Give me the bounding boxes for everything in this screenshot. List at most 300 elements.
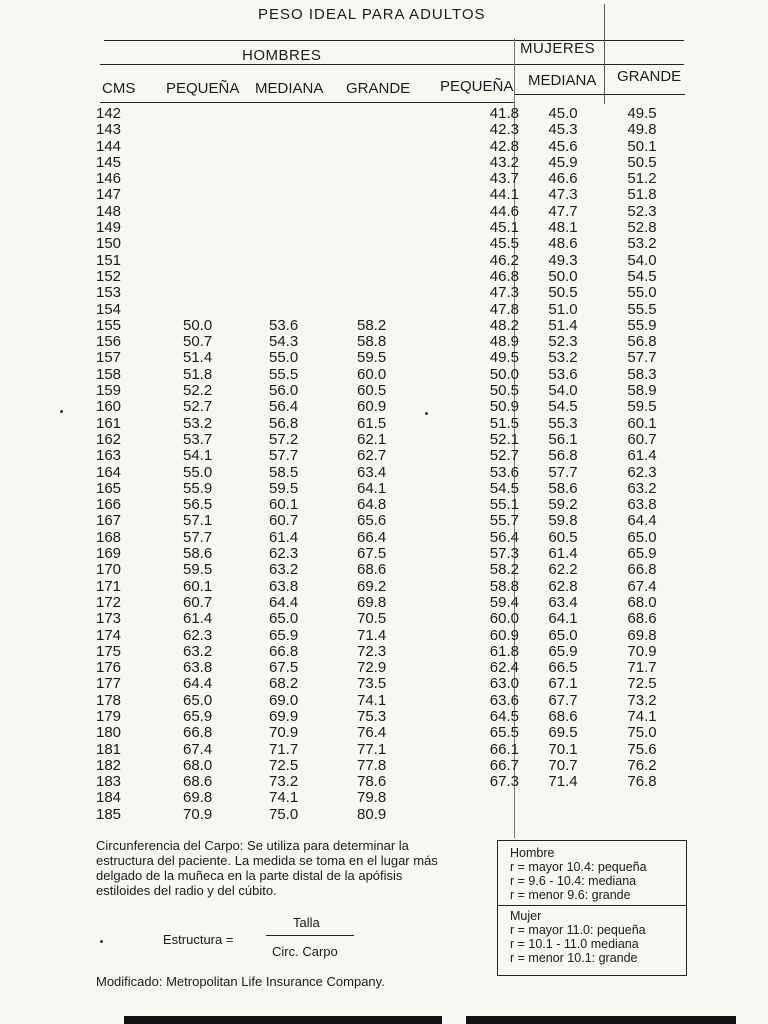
women-medium-cell: 60.5	[548, 528, 578, 546]
men-medium-cell: 55.0	[269, 349, 299, 367]
men-large-cell	[357, 106, 445, 122]
men-small-cell	[183, 122, 269, 138]
table-row	[96, 595, 677, 611]
women-medium-cell: 51.0	[548, 300, 578, 318]
men-large-cell: 72.9	[357, 659, 387, 677]
men-medium-cell: 57.2	[269, 430, 299, 448]
legend-women-title: Mujer	[510, 909, 542, 923]
scan-speck	[100, 940, 103, 943]
women-medium-cell: 50.5	[548, 284, 578, 302]
women-medium-cell: 71.4	[548, 773, 578, 791]
women-large-cell: 67.4	[627, 577, 657, 595]
women-medium-cell: 55.3	[548, 414, 578, 432]
men-large-cell: 62.1	[357, 430, 387, 448]
height-cell: 172	[96, 593, 122, 611]
women-medium-cell: 62.2	[548, 561, 578, 579]
men-small-cell: 50.7	[183, 333, 213, 351]
men-large-cell: 60.5	[357, 382, 387, 400]
women-medium-cell: 59.2	[548, 496, 578, 514]
legend-women-rule: r = 10.1 - 11.0 mediana	[510, 937, 639, 951]
table-row	[96, 790, 677, 806]
table-row	[96, 383, 677, 399]
table-row	[96, 204, 677, 220]
women-small-cell: 46.8	[489, 267, 519, 285]
height-cell: 176	[96, 659, 122, 677]
men-medium-cell: 67.5	[269, 659, 299, 677]
men-small-cell	[183, 220, 269, 236]
table-row	[96, 106, 677, 122]
women-small-cell	[445, 790, 519, 806]
table-row	[96, 122, 677, 138]
women-large-cell: 54.5	[627, 267, 657, 285]
height-cell: 164	[96, 463, 122, 481]
men-large-cell	[357, 187, 445, 203]
men-small-cell: 52.7	[183, 398, 213, 416]
men-large-cell	[357, 236, 445, 252]
height-cell: 168	[96, 528, 122, 546]
men-medium-cell: 70.9	[269, 724, 299, 742]
men-medium-cell: 72.5	[269, 756, 299, 774]
women-small-cell: 50.0	[489, 365, 519, 383]
women-large-cell: 51.2	[627, 170, 657, 188]
men-medium-cell	[269, 253, 357, 269]
men-medium-cell	[269, 139, 357, 155]
table-row	[96, 611, 677, 627]
height-cell: 173	[96, 610, 122, 628]
women-small-cell: 60.0	[489, 610, 519, 628]
height-cell: 174	[96, 626, 122, 644]
women-small-cell: 52.1	[489, 430, 519, 448]
table-row	[96, 302, 677, 318]
women-large-cell: 65.0	[627, 528, 657, 546]
women-small-cell: 44.1	[489, 186, 519, 204]
men-small-cell: 60.1	[183, 577, 213, 595]
women-medium-cell: 47.3	[548, 186, 578, 204]
table-row	[96, 579, 677, 595]
women-medium-cell: 48.1	[548, 219, 578, 237]
women-large-cell: 55.0	[627, 284, 657, 302]
women-small-cell: 42.3	[489, 121, 519, 139]
men-large-cell	[357, 204, 445, 220]
men-large-cell: 79.8	[357, 789, 387, 807]
height-cell: 161	[96, 414, 122, 432]
height-cell: 150	[96, 235, 122, 253]
women-large-cell: 76.2	[627, 756, 657, 774]
women-large-cell: 60.1	[627, 414, 657, 432]
table-row	[96, 709, 677, 725]
women-small-cell: 61.8	[489, 642, 519, 660]
women-medium-cell: 70.1	[548, 740, 578, 758]
height-cell: 144	[96, 137, 122, 155]
women-medium-cell	[519, 807, 607, 823]
table-row	[96, 416, 677, 432]
women-medium-cell: 70.7	[548, 756, 578, 774]
men-medium-cell: 55.5	[269, 365, 299, 383]
height-cell: 179	[96, 707, 122, 725]
table-row	[96, 644, 677, 660]
men-medium-cell: 69.0	[269, 691, 299, 709]
title-rule	[104, 40, 684, 41]
men-large-cell: 59.5	[357, 349, 387, 367]
height-cell: 156	[96, 333, 122, 351]
women-medium-cell: 59.8	[548, 512, 578, 530]
women-small-cell: 64.5	[489, 707, 519, 725]
men-large-cell: 69.2	[357, 577, 387, 595]
height-cell: 167	[96, 512, 122, 530]
women-large-cell: 72.5	[627, 675, 657, 693]
men-large-cell: 73.5	[357, 675, 387, 693]
women-small-cell: 57.3	[489, 545, 519, 563]
height-cell: 180	[96, 724, 122, 742]
carpal-note: Circunferencia del Carpo: Se utiliza para determinar la estructura del paciente. La medida se toma en el lugar más delgado de la muñeca en la parte distal de la apófisis estiloides del radio y del cúbito.	[96, 838, 438, 898]
table-row	[96, 139, 677, 155]
men-small-cell	[183, 171, 269, 187]
women-small-cell: 47.3	[489, 284, 519, 302]
men-medium-cell: 75.0	[269, 805, 299, 823]
scan-edge-right	[466, 1016, 736, 1024]
men-small-cell: 64.4	[183, 675, 213, 693]
men-small-cell: 51.4	[183, 349, 213, 367]
men-large-cell: 58.2	[357, 316, 387, 334]
women-small-cell: 58.8	[489, 577, 519, 595]
women-large-cell: 70.9	[627, 642, 657, 660]
height-cell: 177	[96, 675, 122, 693]
men-small-cell: 63.2	[183, 642, 213, 660]
height-cell: 142	[96, 105, 122, 122]
men-small-cell: 50.0	[183, 316, 213, 334]
men-large-cell: 74.1	[357, 691, 387, 709]
col-head-women-small: PEQUEÑA	[440, 78, 514, 95]
structure-legend	[497, 840, 687, 976]
table-row	[96, 155, 677, 171]
men-medium-cell: 60.7	[269, 512, 299, 530]
table-row	[96, 285, 677, 301]
women-large-cell: 75.0	[627, 724, 657, 742]
men-large-cell: 65.6	[357, 512, 387, 530]
table-row	[96, 628, 677, 644]
formula-denominator: Circ. Carpo	[272, 944, 338, 959]
men-medium-cell	[269, 302, 357, 318]
group-rule	[100, 64, 684, 65]
table-row	[96, 562, 677, 578]
height-cell: 149	[96, 219, 122, 237]
men-large-cell: 75.3	[357, 707, 387, 725]
women-large-cell: 68.0	[627, 593, 657, 611]
table-row	[96, 220, 677, 236]
men-medium-cell	[269, 204, 357, 220]
women-large-cell: 51.8	[627, 186, 657, 204]
table-row	[96, 367, 677, 383]
women-medium-cell: 45.3	[548, 121, 578, 139]
women-medium-cell: 62.8	[548, 577, 578, 595]
height-cell: 146	[96, 170, 122, 188]
men-large-cell: 61.5	[357, 414, 387, 432]
col-head-cms: CMS	[102, 80, 136, 97]
table-row	[96, 269, 677, 285]
legend-men-rule: r = menor 9.6: grande	[510, 888, 631, 902]
women-medium-cell: 45.9	[548, 153, 578, 171]
men-medium-cell: 63.8	[269, 577, 299, 595]
men-medium-cell: 61.4	[269, 528, 299, 546]
women-small-cell: 42.8	[489, 137, 519, 155]
men-large-cell: 67.5	[357, 545, 387, 563]
women-small-cell: 63.6	[489, 691, 519, 709]
legend-men-rule: r = 9.6 - 10.4: mediana	[510, 874, 637, 888]
scan-edge-left	[124, 1016, 442, 1024]
men-medium-cell: 53.6	[269, 316, 299, 334]
header-rule-right	[515, 94, 685, 95]
women-small-cell: 50.9	[489, 398, 519, 416]
height-cell: 181	[96, 740, 122, 758]
men-medium-cell: 71.7	[269, 740, 299, 758]
table-row	[96, 742, 677, 758]
height-cell: 165	[96, 479, 122, 497]
table-row	[96, 546, 677, 562]
women-large-cell: 69.8	[627, 626, 657, 644]
men-medium-cell: 73.2	[269, 773, 299, 791]
men-medium-cell: 58.5	[269, 463, 299, 481]
women-large-cell: 50.1	[627, 137, 657, 155]
col-head-men-medium: MEDIANA	[255, 80, 324, 97]
women-large-cell: 66.8	[627, 561, 657, 579]
men-large-cell: 63.4	[357, 463, 387, 481]
women-large-cell: 57.7	[627, 349, 657, 367]
men-medium-cell: 66.8	[269, 642, 299, 660]
men-small-cell: 54.1	[183, 447, 213, 465]
header-rule-left	[100, 102, 515, 103]
women-medium-cell: 67.7	[548, 691, 578, 709]
women-medium-cell: 53.2	[548, 349, 578, 367]
men-medium-cell	[269, 171, 357, 187]
men-large-cell: 71.4	[357, 626, 387, 644]
height-cell: 183	[96, 773, 122, 791]
table-row	[96, 318, 677, 334]
women-large-cell: 52.3	[627, 202, 657, 220]
height-cell: 151	[96, 251, 122, 269]
women-large-cell: 52.8	[627, 219, 657, 237]
men-small-cell: 60.7	[183, 593, 213, 611]
women-large-cell	[607, 807, 677, 823]
men-medium-cell: 68.2	[269, 675, 299, 693]
men-large-cell	[357, 285, 445, 301]
women-small-cell: 52.7	[489, 447, 519, 465]
women-small-cell: 53.6	[489, 463, 519, 481]
women-medium-cell: 50.0	[548, 267, 578, 285]
scan-speck	[60, 410, 63, 413]
women-small-cell: 66.7	[489, 756, 519, 774]
men-large-cell: 78.6	[357, 773, 387, 791]
men-small-cell: 62.3	[183, 626, 213, 644]
men-large-cell	[357, 302, 445, 318]
women-large-cell: 62.3	[627, 463, 657, 481]
women-medium-cell: 67.1	[548, 675, 578, 693]
women-large-cell: 58.3	[627, 365, 657, 383]
women-large-cell: 49.5	[627, 105, 657, 122]
table-row	[96, 807, 677, 823]
col-head-men-small: PEQUEÑA	[166, 80, 240, 97]
women-large-cell: 75.6	[627, 740, 657, 758]
legend-men-title: Hombre	[510, 846, 555, 860]
men-medium-cell: 56.8	[269, 414, 299, 432]
height-cell: 154	[96, 300, 122, 318]
women-large-cell: 55.9	[627, 316, 657, 334]
women-medium-cell	[519, 790, 607, 806]
men-small-cell: 55.9	[183, 479, 213, 497]
men-small-cell: 52.2	[183, 382, 213, 400]
men-small-cell: 58.6	[183, 545, 213, 563]
men-medium-cell: 54.3	[269, 333, 299, 351]
women-small-cell	[445, 807, 519, 823]
men-small-cell: 56.5	[183, 496, 213, 514]
women-medium-cell: 48.6	[548, 235, 578, 253]
men-small-cell: 59.5	[183, 561, 213, 579]
legend-women-rule: r = menor 10.1: grande	[510, 951, 638, 965]
height-cell: 157	[96, 349, 122, 367]
women-small-cell: 45.5	[489, 235, 519, 253]
table-row	[96, 350, 677, 366]
men-small-cell	[183, 106, 269, 122]
men-large-cell	[357, 155, 445, 171]
women-small-cell: 49.5	[489, 349, 519, 367]
men-small-cell	[183, 236, 269, 252]
height-cell: 153	[96, 284, 122, 302]
legend-women-rule: r = mayor 11.0: pequeña	[510, 923, 646, 937]
height-cell: 159	[96, 382, 122, 400]
col-head-women-large: GRANDE	[617, 68, 682, 85]
women-small-cell: 55.7	[489, 512, 519, 530]
men-medium-cell	[269, 106, 357, 122]
men-large-cell: 72.3	[357, 642, 387, 660]
table-row	[96, 236, 677, 252]
men-small-cell: 65.0	[183, 691, 213, 709]
women-medium-cell: 46.6	[548, 170, 578, 188]
formula-fraction-bar	[266, 935, 354, 936]
table-row	[96, 758, 677, 774]
men-small-cell: 69.8	[183, 789, 213, 807]
men-large-cell: 68.6	[357, 561, 387, 579]
women-medium-cell: 47.7	[548, 202, 578, 220]
men-large-cell	[357, 253, 445, 269]
men-small-cell: 68.6	[183, 773, 213, 791]
table-row	[96, 432, 677, 448]
men-medium-cell: 60.1	[269, 496, 299, 514]
women-small-cell: 43.2	[489, 153, 519, 171]
men-medium-cell: 65.0	[269, 610, 299, 628]
men-large-cell: 58.8	[357, 333, 387, 351]
men-large-cell: 64.1	[357, 479, 387, 497]
men-medium-cell: 57.7	[269, 447, 299, 465]
men-large-cell: 62.7	[357, 447, 387, 465]
source-note: Modificado: Metropolitan Life Insurance Company.	[96, 974, 385, 989]
men-medium-cell: 65.9	[269, 626, 299, 644]
women-large-cell: 71.7	[627, 659, 657, 677]
women-small-cell: 63.0	[489, 675, 519, 693]
women-small-cell: 50.5	[489, 382, 519, 400]
men-small-cell: 70.9	[183, 805, 213, 823]
men-small-cell: 57.7	[183, 528, 213, 546]
men-large-cell	[357, 122, 445, 138]
women-small-cell: 45.1	[489, 219, 519, 237]
table-row	[96, 530, 677, 546]
weight-table-body	[96, 106, 677, 823]
men-medium-cell: 62.3	[269, 545, 299, 563]
women-large-cell: 60.7	[627, 430, 657, 448]
height-cell: 166	[96, 496, 122, 514]
table-row	[96, 660, 677, 676]
men-large-cell: 64.8	[357, 496, 387, 514]
women-medium-cell: 66.5	[548, 659, 578, 677]
table-row	[96, 253, 677, 269]
table-row	[96, 187, 677, 203]
women-small-cell: 62.4	[489, 659, 519, 677]
women-small-cell: 44.6	[489, 202, 519, 220]
women-large-cell: 63.2	[627, 479, 657, 497]
men-small-cell: 53.7	[183, 430, 213, 448]
table-row	[96, 481, 677, 497]
table-row	[96, 497, 677, 513]
women-large-cell: 76.8	[627, 773, 657, 791]
page-title: PESO IDEAL PARA ADULTOS	[258, 6, 486, 23]
women-medium-cell: 69.5	[548, 724, 578, 742]
women-small-cell: 48.2	[489, 316, 519, 334]
men-large-cell	[357, 171, 445, 187]
men-small-cell: 68.0	[183, 756, 213, 774]
men-small-cell: 55.0	[183, 463, 213, 481]
women-medium-cell: 64.1	[548, 610, 578, 628]
women-medium-cell: 63.4	[548, 593, 578, 611]
women-medium-cell: 56.8	[548, 447, 578, 465]
men-small-cell: 63.8	[183, 659, 213, 677]
men-medium-cell: 56.4	[269, 398, 299, 416]
men-medium-cell	[269, 187, 357, 203]
women-large-cell: 54.0	[627, 251, 657, 269]
men-small-cell: 53.2	[183, 414, 213, 432]
men-large-cell: 70.5	[357, 610, 387, 628]
men-medium-cell: 69.9	[269, 707, 299, 725]
women-medium-cell: 51.4	[548, 316, 578, 334]
men-medium-cell: 56.0	[269, 382, 299, 400]
women-large-cell: 61.4	[627, 447, 657, 465]
men-medium-cell	[269, 122, 357, 138]
height-cell: 143	[96, 121, 122, 139]
women-small-cell: 54.5	[489, 479, 519, 497]
women-small-cell: 41.8	[489, 105, 519, 122]
men-small-cell: 51.8	[183, 365, 213, 383]
height-cell: 148	[96, 202, 122, 220]
women-large-cell: 73.2	[627, 691, 657, 709]
table-row	[96, 513, 677, 529]
table-row	[96, 399, 677, 415]
women-large-cell: 74.1	[627, 707, 657, 725]
women-small-cell: 65.5	[489, 724, 519, 742]
formula-label: Estructura =	[163, 932, 234, 947]
women-medium-cell: 68.6	[548, 707, 578, 725]
men-medium-cell	[269, 220, 357, 236]
women-large-cell	[607, 790, 677, 806]
men-large-cell	[357, 220, 445, 236]
women-medium-cell: 65.9	[548, 642, 578, 660]
col-head-men-large: GRANDE	[346, 80, 411, 97]
men-medium-cell	[269, 269, 357, 285]
men-small-cell	[183, 269, 269, 285]
height-cell: 178	[96, 691, 122, 709]
table-row	[96, 448, 677, 464]
women-small-cell: 51.5	[489, 414, 519, 432]
men-small-cell	[183, 204, 269, 220]
height-cell: 184	[96, 789, 122, 807]
women-large-cell: 63.8	[627, 496, 657, 514]
men-small-cell: 65.9	[183, 707, 213, 725]
